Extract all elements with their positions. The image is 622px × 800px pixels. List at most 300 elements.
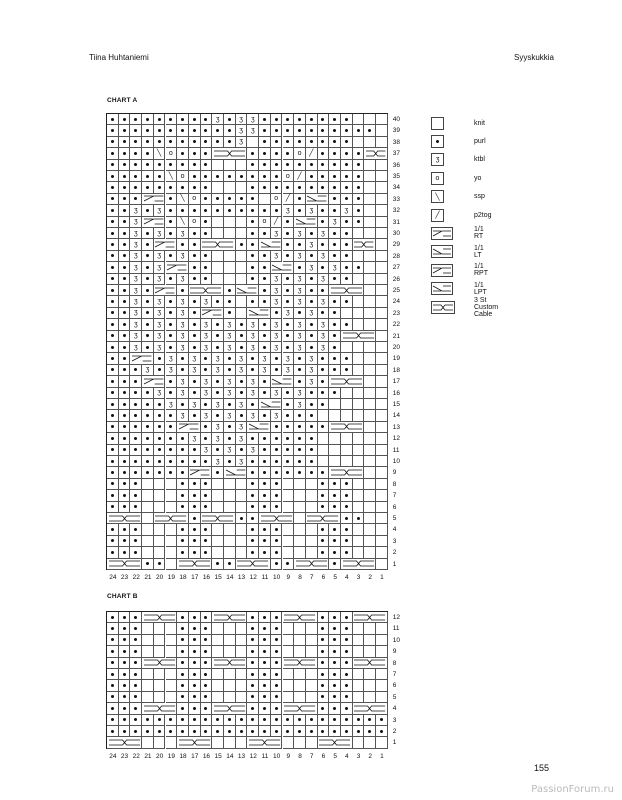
purl-dot-icon (146, 140, 149, 143)
chart-a-cell-purl (294, 239, 306, 250)
purl-dot-icon (286, 118, 289, 121)
chart-b-cell-purl (318, 715, 330, 726)
legend-item (431, 171, 482, 185)
chart-a-cell-purl (142, 559, 154, 570)
chart-a-cell-purl (107, 285, 119, 296)
chart-a-cell-purl (189, 296, 201, 307)
purl-dot-icon (333, 638, 336, 641)
chart-b-cell-purl (329, 680, 341, 691)
chart-a-cell-knit (166, 490, 178, 501)
chart-a-cell-purl (142, 205, 154, 216)
chart-b-cell-purl (201, 658, 213, 669)
chart-a-cell-purl (201, 433, 213, 444)
chart-a-cell-purl (130, 376, 142, 387)
purl-dot-icon (134, 627, 137, 630)
purl-dot-icon (298, 414, 301, 417)
purl-dot-icon (111, 707, 114, 710)
chart-a-cell-ktbl: ʒ (271, 410, 283, 421)
chart-a-cell-ktbl: ʒ (189, 365, 201, 376)
purl-dot-icon (240, 391, 243, 394)
chart-a-cell-purl (107, 331, 119, 342)
purl-dot-icon (123, 197, 126, 200)
chart-a-cell-knit (318, 445, 330, 456)
chart-b-cell-purl (329, 703, 341, 714)
chart-a-cell-purl (341, 182, 353, 193)
chart-a-cell-knit (376, 239, 388, 250)
legend-item (431, 296, 499, 318)
chart-a-cell-purl (259, 479, 271, 490)
chart-a-cell-knit (376, 502, 388, 513)
purl-dot-icon (123, 163, 126, 166)
chart-a-cell-purl (189, 376, 201, 387)
chart-a-cell-purl (353, 262, 365, 273)
purl-dot-icon (286, 718, 289, 721)
purl-dot-icon (181, 505, 184, 508)
chart-a-cell-knit (212, 502, 224, 513)
purl-dot-icon (181, 289, 184, 292)
chart-b-cell-purl (119, 703, 131, 714)
purl-dot-icon (263, 232, 266, 235)
chart-a-cell-ktbl: ʒ (224, 376, 236, 387)
chart-a-cell-purl (236, 376, 248, 387)
purl-dot-icon (298, 425, 301, 428)
chart-a-cell-ktbl: ʒ (294, 228, 306, 239)
chart-b-row-number: 8 (392, 659, 397, 667)
purl-dot-icon (228, 460, 231, 463)
purl-dot-icon (111, 380, 114, 383)
chart-b-cell-knit (353, 646, 365, 657)
chart-a-cell-purl (306, 399, 318, 410)
purl-dot-icon (345, 718, 348, 721)
chart-a-cell-purl (259, 331, 271, 342)
chart-b-cell-purl (306, 726, 318, 737)
chart-b-cell-purl (130, 612, 142, 623)
chart-a-cell-purl (189, 171, 201, 182)
chart-a-cell-knit (376, 285, 388, 296)
purl-dot-icon (286, 140, 289, 143)
chart-b-cell-purl (107, 635, 119, 646)
purl-dot-icon (251, 254, 254, 257)
purl-dot-icon (158, 414, 161, 417)
purl-dot-icon (263, 334, 266, 337)
purl-dot-icon (134, 695, 137, 698)
chart-a-cell-ktbl: ʒ (201, 319, 213, 330)
yo-symbol-icon: o (431, 172, 444, 185)
chart-b-cell-purl (259, 635, 271, 646)
purl-dot-icon (333, 695, 336, 698)
chart-b-cell-purl (376, 715, 388, 726)
chart-a-cell-ktbl: ʒ (283, 205, 295, 216)
chart-a-cell-purl (306, 171, 318, 182)
purl-dot-icon (123, 627, 126, 630)
purl-dot-icon (193, 718, 196, 721)
purl-dot-icon (251, 551, 254, 554)
chart-b-cell-purl (259, 646, 271, 657)
chart-a-cell-ktbl: ʒ (154, 342, 166, 353)
chart-a-cell-knit (212, 524, 224, 535)
purl-dot-icon (345, 175, 348, 178)
chart-a-cell-purl (341, 353, 353, 364)
chart-a-cell-knit (341, 433, 353, 444)
chart-a-cell-purl (212, 125, 224, 136)
purl-dot-icon (146, 254, 149, 257)
chart-a-cell-ktbl: ʒ (154, 296, 166, 307)
purl-dot-icon (286, 277, 289, 280)
purl-dot-icon (181, 186, 184, 189)
purl-dot-icon (204, 152, 207, 155)
purl-dot-icon (286, 425, 289, 428)
chart-a-cell-purl (224, 205, 236, 216)
purl-dot-icon (204, 118, 207, 121)
purl-dot-icon (275, 528, 278, 531)
chart-a-cell-purl (271, 456, 283, 467)
chart-b-cell-purl (318, 635, 330, 646)
chart-a-cell-purl (201, 502, 213, 513)
purl-dot-icon (321, 380, 324, 383)
chart-a-cell-knit (353, 228, 365, 239)
chart-a-cell-purl (189, 547, 201, 558)
chart-b-cell-purl (130, 715, 142, 726)
chart-a-cell-purl (318, 239, 330, 250)
chart-a-cell-knit (341, 410, 353, 421)
purl-dot-icon (181, 448, 184, 451)
chart-a-cell-ktbl: ʒ (236, 114, 248, 125)
chart-b-cell-purl (341, 715, 353, 726)
chart-b-cell-knit (376, 646, 388, 657)
chart-a-cell-purl (177, 399, 189, 410)
chart-a-cell-knit (236, 479, 248, 490)
chart-a-cell-purl (130, 194, 142, 205)
chart-a-cell-purl (294, 410, 306, 421)
purl-dot-icon (263, 266, 266, 269)
chart-b-cell-cable (142, 658, 177, 669)
purl-dot-icon (216, 471, 219, 474)
chart-a-cell-purl (259, 274, 271, 285)
chart-a-cell-purl (107, 376, 119, 387)
purl-dot-icon (169, 448, 172, 451)
purl-dot-icon (193, 277, 196, 280)
chart-a-cell-purl (107, 445, 119, 456)
chart-a-cell-ktbl: ʒ (283, 365, 295, 376)
purl-dot-icon (111, 152, 114, 155)
purl-dot-icon (111, 437, 114, 440)
chart-a-cell-ktbl: ʒ (294, 388, 306, 399)
purl-dot-icon (204, 277, 207, 280)
purl-dot-icon (357, 163, 360, 166)
chart-a-cell-purl (177, 445, 189, 456)
chart-a-cell-knit (364, 410, 376, 421)
chart-b-cell-cable (318, 737, 353, 748)
chart-b-column-number: 4 (345, 752, 349, 760)
chart-a-cell-knit (364, 137, 376, 148)
chart-a-cell-purl (271, 353, 283, 364)
chart-a-cell-purl (236, 513, 248, 524)
purl-dot-icon (345, 650, 348, 653)
chart-a-cell-ktbl: ʒ (247, 319, 259, 330)
chart-a-cell-knit (353, 137, 365, 148)
chart-a-cell-purl (177, 137, 189, 148)
chart-a-cell-cable (154, 513, 189, 524)
chart-a-cell-ktbl: ʒ (318, 274, 330, 285)
chart-b-cell-knit (166, 646, 178, 657)
chart-a-cell-ktbl: ʒ (212, 433, 224, 444)
chart-a-cell-ktbl: ʒ (177, 331, 189, 342)
purl-dot-icon (228, 129, 231, 132)
chart-a-cell-knit (329, 410, 341, 421)
chart-a-cell-purl (271, 160, 283, 171)
purl-dot-icon (333, 277, 336, 280)
purl-dot-icon (181, 243, 184, 246)
purl-dot-icon (333, 718, 336, 721)
legend-label: 1/1 RPT (474, 263, 488, 278)
chart-b-cell-purl (318, 646, 330, 657)
purl-dot-icon (169, 140, 172, 143)
chart-a-cell-purl (341, 228, 353, 239)
chart-a-cell-purl (177, 467, 189, 478)
purl-dot-icon (169, 346, 172, 349)
chart-a-cell-purl (189, 160, 201, 171)
chart-a-cell-purl (318, 547, 330, 558)
purl-dot-icon (181, 638, 184, 641)
chart-a-cell-ktbl: ʒ (154, 319, 166, 330)
chart-a-cell-knit (341, 456, 353, 467)
chart-a-cell-knit (376, 524, 388, 535)
chart-a-cell-purl (142, 296, 154, 307)
chart-a-cell-purl (283, 274, 295, 285)
legend-item (431, 116, 485, 130)
chart-a-cell-ktbl: ʒ (224, 342, 236, 353)
chart-a-cell-ktbl: ʒ (236, 399, 248, 410)
chart-a-cell-purl (177, 502, 189, 513)
purl-dot-icon (111, 197, 114, 200)
chart-a-cell-ktbl: ʒ (201, 331, 213, 342)
chart-a-cell-purl (247, 433, 259, 444)
chart-b-cell-purl (341, 658, 353, 669)
chart-a-cell-knit (166, 524, 178, 535)
chart-a-cell-purl (189, 445, 201, 456)
chart-a-cell-knit (224, 274, 236, 285)
chart-a-cell-purl (142, 319, 154, 330)
purl-dot-icon (333, 368, 336, 371)
purl-dot-icon (333, 175, 336, 178)
chart-a-cell-purl (283, 388, 295, 399)
chart-b-cell-purl (189, 658, 201, 669)
purl-dot-icon (310, 129, 313, 132)
purl-dot-icon (169, 460, 172, 463)
chart-a-cell-purl (341, 524, 353, 535)
chart-b-cell-knit (353, 692, 365, 703)
purl-dot-icon (310, 289, 313, 292)
chart-a-cell-ktbl: ʒ (306, 376, 318, 387)
purl-dot-icon (134, 380, 137, 383)
chart-a-cell-knit (224, 262, 236, 273)
chart-a-cell-purl (119, 399, 131, 410)
chart-a-row-number: 9 (392, 469, 397, 477)
chart-a-cell-purl (247, 182, 259, 193)
purl-dot-icon (216, 129, 219, 132)
purl-dot-icon (146, 118, 149, 121)
chart-b-cell-purl (271, 715, 283, 726)
chart-a-cell-knit (364, 160, 376, 171)
chart-a-cell-purl (142, 308, 154, 319)
chart-a-cell-cable (294, 559, 329, 570)
purl-dot-icon (286, 730, 289, 733)
purl-dot-icon (345, 277, 348, 280)
chart-a-cell-ktbl: ʒ (177, 376, 189, 387)
chart-a-cell-purl (341, 148, 353, 159)
chart-a-cell-purl (259, 160, 271, 171)
purl-dot-icon (228, 437, 231, 440)
chart-b-cell-knit (212, 680, 224, 691)
purl-dot-icon (111, 650, 114, 653)
cable-symbol-icon (431, 301, 455, 314)
chart-a-cell-purl (119, 490, 131, 501)
chart-b-cell-purl (119, 680, 131, 691)
purl-dot-icon (146, 425, 149, 428)
chart-b-cell-purl (329, 612, 341, 623)
purl-dot-icon (216, 414, 219, 417)
purl-dot-icon (193, 152, 196, 155)
purl-dot-icon (298, 718, 301, 721)
purl-dot-icon (240, 209, 243, 212)
chart-b-cell-knit (224, 737, 236, 748)
purl-dot-icon (169, 232, 172, 235)
purl-dot-icon (134, 505, 137, 508)
purl-dot-icon (111, 129, 114, 132)
chart-a-cell-purl (130, 445, 142, 456)
chart-a-cell-purl (364, 125, 376, 136)
purl-dot-icon (345, 539, 348, 542)
chart-a-cell-purl (107, 125, 119, 136)
purl-dot-icon (204, 197, 207, 200)
chart-a-cell-ktbl: ʒ (306, 365, 318, 376)
chart-a-cell-purl (306, 422, 318, 433)
purl-dot-icon (204, 254, 207, 257)
chart-a-cell-purl (119, 171, 131, 182)
purl-dot-icon (158, 730, 161, 733)
purl-dot-icon (321, 539, 324, 542)
chart-a-cell-knit (353, 114, 365, 125)
chart-a-cell-purl (119, 251, 131, 262)
chart-a-cell-purl (130, 182, 142, 193)
chart-a-cell-purl (201, 114, 213, 125)
chart-b-cell-knit (142, 623, 154, 634)
purl-dot-icon (333, 528, 336, 531)
chart-b-cell-purl (341, 623, 353, 634)
purl-dot-icon (146, 129, 149, 132)
chart-a-cell-knit (341, 445, 353, 456)
purl-dot-icon (193, 730, 196, 733)
chart-b-cell-purl (364, 726, 376, 737)
chart-a-cell-purl (271, 182, 283, 193)
chart-a-cell-ktbl: ʒ (201, 342, 213, 353)
chart-a-row-number: 19 (392, 355, 401, 363)
chart-a-cell-rt (130, 353, 153, 364)
purl-dot-icon (240, 448, 243, 451)
chart-a-cell-purl (329, 536, 341, 547)
purl-dot-icon (193, 209, 196, 212)
chart-a-cell-purl (259, 125, 271, 136)
purl-dot-icon (158, 425, 161, 428)
chart-b-cell-purl (189, 692, 201, 703)
chart-a-cell-purl (154, 445, 166, 456)
chart-b-cell-purl (130, 680, 142, 691)
lt-symbol-icon (431, 245, 453, 258)
purl-dot-icon (181, 357, 184, 360)
chart-a-cell-ktbl: ʒ (224, 388, 236, 399)
purl-dot-icon (263, 414, 266, 417)
chart-a-cell-knit (142, 524, 154, 535)
chart-a-cell-purl (166, 467, 178, 478)
chart-a-cell-ktbl: ʒ (212, 353, 224, 364)
chart-a-cell-ktbl: ʒ (236, 422, 248, 433)
chart-a-cell-purl (130, 502, 142, 513)
chart-a-cell-ktbl: ʒ (271, 342, 283, 353)
purl-dot-icon (310, 277, 313, 280)
chart-a-cell-purl (119, 536, 131, 547)
chart-b-cell-purl (119, 635, 131, 646)
chart-b-cell-knit (212, 646, 224, 657)
chart-a-cell-ktbl: ʒ (294, 399, 306, 410)
chart-b-cell-purl (201, 703, 213, 714)
purl-dot-icon (345, 661, 348, 664)
chart-a-row-number: 7 (392, 492, 397, 500)
chart-b-cell-purl (189, 612, 201, 623)
chart-b-cell-purl (201, 669, 213, 680)
chart-a-cell-knit (154, 536, 166, 547)
chart-b-cell-purl (247, 635, 259, 646)
chart-a-cell-purl (271, 205, 283, 216)
chart-a-cell-purl (247, 490, 259, 501)
chart-a-cell-knit (341, 308, 353, 319)
purl-dot-icon (321, 391, 324, 394)
chart-a-cell-knit (236, 536, 248, 547)
chart-a-cell-knit (224, 182, 236, 193)
purl-dot-icon (345, 220, 348, 223)
chart-a-cell-knit (376, 296, 388, 307)
chart-b-cell-knit (212, 692, 224, 703)
purl-dot-icon (357, 730, 360, 733)
chart-b-cell-purl (224, 715, 236, 726)
chart-a-cell-purl (283, 285, 295, 296)
chart-b-cell-purl (177, 692, 189, 703)
purl-dot-icon (286, 129, 289, 132)
purl-dot-icon (204, 494, 207, 497)
chart-a-cell-purl (353, 160, 365, 171)
purl-dot-icon (111, 551, 114, 554)
chart-b-cell-purl (119, 726, 131, 737)
purl-dot-icon (275, 425, 278, 428)
chart-a-cell-purl (166, 342, 178, 353)
chart-a-cell-ktbl: ʒ (212, 456, 224, 467)
purl-dot-icon (251, 163, 254, 166)
chart-a-column-number: 16 (202, 574, 211, 581)
chart-a-cell-knit (376, 353, 388, 364)
chart-a-cell-purl (119, 148, 131, 159)
chart-b-cell-knit (294, 646, 306, 657)
chart-a-cell-purl (107, 296, 119, 307)
chart-a-cell-ktbl: ʒ (294, 296, 306, 307)
purl-dot-icon (193, 505, 196, 508)
purl-dot-icon (345, 695, 348, 698)
chart-b-cell-knit (306, 635, 318, 646)
chart-a-cell-purl (306, 388, 318, 399)
chart-a-cell-cable (329, 376, 364, 387)
chart-a-cell-knit (341, 342, 353, 353)
purl-dot-icon (111, 311, 114, 314)
chart-a-cell-rt (142, 217, 165, 228)
chart-a-cell-purl (271, 479, 283, 490)
